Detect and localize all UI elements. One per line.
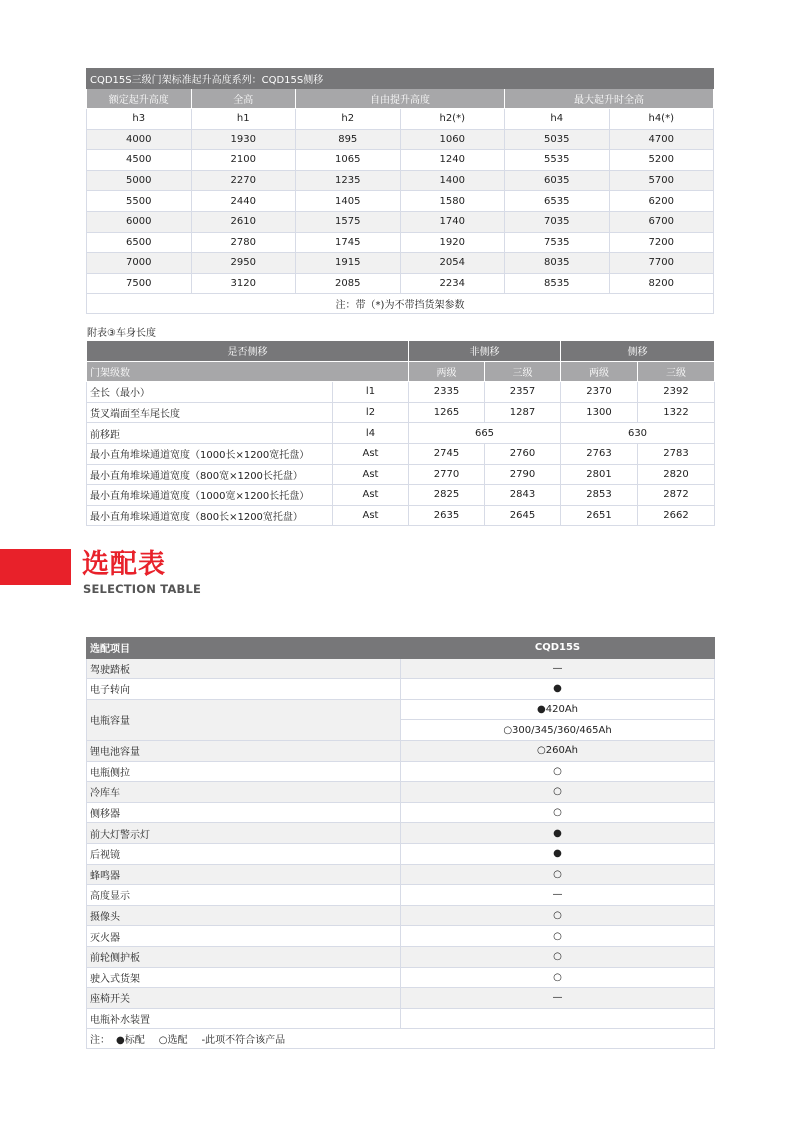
- section-accent-bar: [0, 549, 71, 585]
- cell: 1287: [485, 402, 561, 423]
- option-name: 前大灯警示灯: [87, 823, 401, 844]
- cell: 2950: [191, 253, 296, 274]
- section-title: 选配表: [82, 549, 166, 580]
- table-row: [87, 967, 715, 988]
- symbol-cell: h3: [87, 109, 192, 130]
- option-value: ○: [401, 802, 715, 823]
- option-value: —: [401, 658, 715, 679]
- row-label: 最小直角堆垛通道宽度（1000宽×1200长托盘）: [87, 485, 333, 506]
- cell: 5200: [609, 150, 714, 171]
- cell: 630: [561, 423, 715, 444]
- cell: 8200: [609, 273, 714, 294]
- cell: 2610: [191, 211, 296, 232]
- group-header: 全高: [191, 89, 296, 109]
- row-label: 货叉端面至车尾长度: [87, 402, 333, 423]
- cell: 7535: [505, 232, 610, 253]
- group-header: 是否侧移: [87, 341, 409, 362]
- cell: l4: [333, 423, 409, 444]
- option-name: 电瓶容量: [87, 699, 401, 740]
- table-row: [87, 505, 715, 526]
- legend-standard: ●标配: [116, 1035, 145, 1047]
- symbol-cell: h4(*): [609, 109, 714, 130]
- sub-header: 两级: [561, 361, 638, 382]
- cell: 1065: [296, 150, 401, 171]
- cell: 2234: [400, 273, 505, 294]
- cell: 2820: [638, 464, 715, 485]
- cell: 2825: [409, 485, 485, 506]
- table-row: [87, 761, 715, 782]
- option-value: ○: [401, 967, 715, 988]
- table-note: 注：带（*)为不带挡货架参数: [87, 294, 714, 314]
- cell: Ast: [333, 443, 409, 464]
- cell: 2392: [638, 382, 715, 403]
- cell: 5500: [87, 191, 192, 212]
- header-model: CQD15S: [401, 638, 715, 659]
- table-row: [87, 464, 715, 485]
- cell: 6500: [87, 232, 192, 253]
- cell: 5000: [87, 170, 192, 191]
- row-label: 前移距: [87, 423, 333, 444]
- cell: l2: [333, 402, 409, 423]
- cell: 2801: [561, 464, 638, 485]
- cell: 8035: [505, 253, 610, 274]
- option-value: —: [401, 988, 715, 1009]
- option-name: 冷库车: [87, 782, 401, 803]
- section-subtitle: SELECTION TABLE: [83, 582, 202, 596]
- table-row: [87, 253, 714, 274]
- cell: 2635: [409, 505, 485, 526]
- symbol-cell: h2(*): [400, 109, 505, 130]
- cell: 7000: [87, 253, 192, 274]
- option-name: 摄像头: [87, 905, 401, 926]
- cell: Ast: [333, 464, 409, 485]
- table-row: [87, 802, 715, 823]
- table-row: [87, 679, 715, 700]
- table-row: [87, 843, 715, 864]
- row-label: 最小直角堆垛通道宽度（800长×1200宽托盘）: [87, 505, 333, 526]
- table-row: [87, 926, 715, 947]
- selection-table: [86, 637, 715, 1049]
- table-row: [87, 423, 715, 444]
- cell: 665: [409, 423, 561, 444]
- option-name: 电子转向: [87, 679, 401, 700]
- option-name: 驾驶踏板: [87, 658, 401, 679]
- body-length-table: [86, 340, 715, 526]
- cell: 1300: [561, 402, 638, 423]
- cell: 7035: [505, 211, 610, 232]
- option-value: ○: [401, 926, 715, 947]
- option-value: ●420Ah: [401, 699, 715, 720]
- option-name: 灭火器: [87, 926, 401, 947]
- row-label: 全长（最小）: [87, 382, 333, 403]
- table-row: [87, 905, 715, 926]
- cell: 2872: [638, 485, 715, 506]
- option-value: ○: [401, 905, 715, 926]
- legend-optional: ○选配: [158, 1035, 188, 1047]
- table-row: [87, 211, 714, 232]
- cell: 6035: [505, 170, 610, 191]
- table-row: [87, 823, 715, 844]
- sub-header: 三级: [485, 361, 561, 382]
- cell: 1405: [296, 191, 401, 212]
- table-row: [87, 782, 715, 803]
- table-row: [87, 191, 714, 212]
- cell: 6200: [609, 191, 714, 212]
- table-row: [87, 129, 714, 150]
- cell: 2763: [561, 443, 638, 464]
- cell: 6000: [87, 211, 192, 232]
- cell: 2783: [638, 443, 715, 464]
- group-header: 自由提升高度: [296, 89, 505, 109]
- cell: 1740: [400, 211, 505, 232]
- cell: 2357: [485, 382, 561, 403]
- cell: 2370: [561, 382, 638, 403]
- option-name: 高度显示: [87, 885, 401, 906]
- option-value: [401, 1008, 715, 1029]
- cell: 1920: [400, 232, 505, 253]
- table-row: [87, 699, 715, 720]
- cell: 2270: [191, 170, 296, 191]
- option-name: 锂电池容量: [87, 740, 401, 761]
- table-title: CQD15S三级门架标准起升高度系列：CQD15S侧移: [87, 69, 714, 89]
- sub-header: 三级: [638, 361, 715, 382]
- cell: 1915: [296, 253, 401, 274]
- header-item: 选配项目: [87, 638, 401, 659]
- option-name: 蜂鸣器: [87, 864, 401, 885]
- cell: l1: [333, 382, 409, 403]
- cell: 5035: [505, 129, 610, 150]
- cell: 1060: [400, 129, 505, 150]
- option-value: ○: [401, 946, 715, 967]
- option-value: ○: [401, 761, 715, 782]
- cell: 895: [296, 129, 401, 150]
- cell: 1400: [400, 170, 505, 191]
- table-row: [87, 740, 715, 761]
- group-header: 最大起升时全高: [505, 89, 714, 109]
- symbol-cell: h1: [191, 109, 296, 130]
- cell: 6700: [609, 211, 714, 232]
- option-name: 驶入式货架: [87, 967, 401, 988]
- cell: 2085: [296, 273, 401, 294]
- cell: 1240: [400, 150, 505, 171]
- table-row: [87, 273, 714, 294]
- cell: 1322: [638, 402, 715, 423]
- cell: 2645: [485, 505, 561, 526]
- cell: 7700: [609, 253, 714, 274]
- cell: 1575: [296, 211, 401, 232]
- mast-height-table: [86, 68, 714, 314]
- table-row: [87, 170, 714, 191]
- legend-prefix: 注：: [90, 1035, 110, 1047]
- option-value: ○: [401, 782, 715, 803]
- option-name: 电瓶补水装置: [87, 1008, 401, 1029]
- group-header: 非侧移: [409, 341, 561, 362]
- cell: 7200: [609, 232, 714, 253]
- row-label: 最小直角堆垛通道宽度（800宽×1200长托盘）: [87, 464, 333, 485]
- option-name: 电瓶侧拉: [87, 761, 401, 782]
- cell: 1265: [409, 402, 485, 423]
- option-name: 后视镜: [87, 843, 401, 864]
- cell: 6535: [505, 191, 610, 212]
- symbol-cell: h2: [296, 109, 401, 130]
- cell: 2335: [409, 382, 485, 403]
- cell: 4700: [609, 129, 714, 150]
- option-name: 座椅开关: [87, 988, 401, 1009]
- option-value: ○260Ah: [401, 740, 715, 761]
- cell: 8535: [505, 273, 610, 294]
- table-row: [87, 1008, 715, 1029]
- cell: 4000: [87, 129, 192, 150]
- table-row: [87, 946, 715, 967]
- legend-not-applicable: -此项不符合该产品: [201, 1035, 286, 1047]
- legend: [87, 1029, 715, 1049]
- cell: 1930: [191, 129, 296, 150]
- table-row: [87, 402, 715, 423]
- cell: 1580: [400, 191, 505, 212]
- option-value: ●: [401, 679, 715, 700]
- option-value: ●: [401, 843, 715, 864]
- cell: 4500: [87, 150, 192, 171]
- cell: 2780: [191, 232, 296, 253]
- symbol-cell: h4: [505, 109, 610, 130]
- cell: 5535: [505, 150, 610, 171]
- row-label: 最小直角堆垛通道宽度（1000长×1200宽托盘）: [87, 443, 333, 464]
- cell: Ast: [333, 505, 409, 526]
- table-row: [87, 485, 715, 506]
- option-value: ○300/345/360/465Ah: [401, 720, 715, 741]
- table-row: [87, 150, 714, 171]
- cell: 2770: [409, 464, 485, 485]
- option-value: ●: [401, 823, 715, 844]
- sub-header: 门架级数: [87, 361, 409, 382]
- sub-header: 两级: [409, 361, 485, 382]
- cell: 2760: [485, 443, 561, 464]
- cell: 1235: [296, 170, 401, 191]
- table-caption: 附表③车身长度: [87, 328, 156, 339]
- cell: 2662: [638, 505, 715, 526]
- cell: 2440: [191, 191, 296, 212]
- table-row: [87, 864, 715, 885]
- cell: 3120: [191, 273, 296, 294]
- cell: 5700: [609, 170, 714, 191]
- table-row: [87, 382, 715, 403]
- option-value: ○: [401, 864, 715, 885]
- cell: 2054: [400, 253, 505, 274]
- cell: 2651: [561, 505, 638, 526]
- option-name: 侧移器: [87, 802, 401, 823]
- option-value: —: [401, 885, 715, 906]
- table-row: [87, 988, 715, 1009]
- cell: 2790: [485, 464, 561, 485]
- cell: 2745: [409, 443, 485, 464]
- cell: 2853: [561, 485, 638, 506]
- table-row: [87, 658, 715, 679]
- table-row: [87, 443, 715, 464]
- table-row: [87, 232, 714, 253]
- cell: 1745: [296, 232, 401, 253]
- cell: 2843: [485, 485, 561, 506]
- group-header: 额定起升高度: [87, 89, 192, 109]
- group-header: 侧移: [561, 341, 715, 362]
- cell: 7500: [87, 273, 192, 294]
- option-name: 前轮侧护板: [87, 946, 401, 967]
- table-row: [87, 885, 715, 906]
- cell: 2100: [191, 150, 296, 171]
- cell: Ast: [333, 485, 409, 506]
